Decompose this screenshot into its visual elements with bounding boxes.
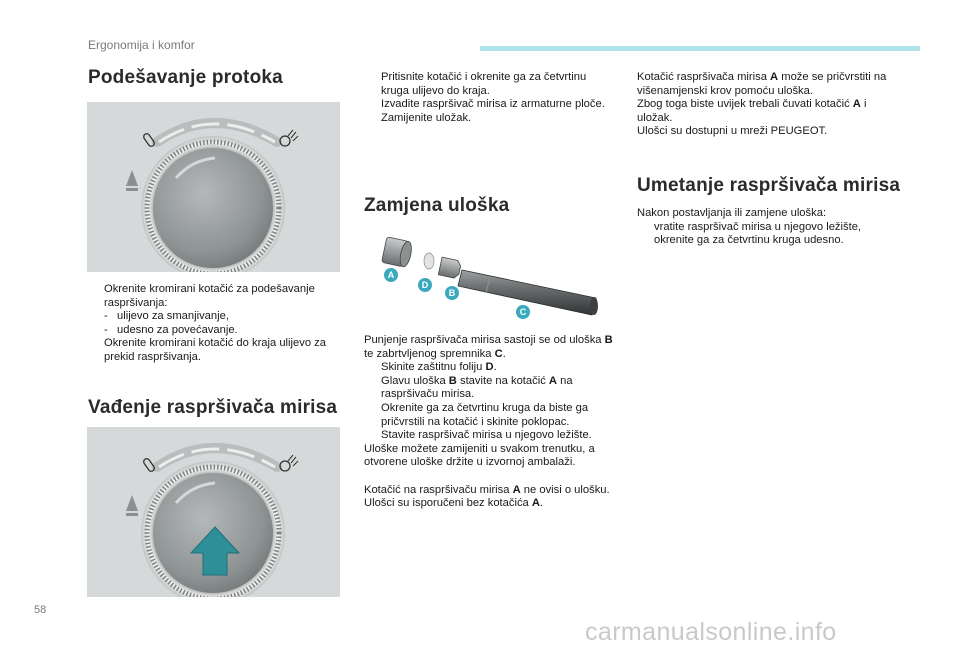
cartridge-instructions xyxy=(364,334,616,511)
list-item: Okrenite kromirani kotačić do kraja ulijevo za prekid raspršivanja. xyxy=(104,337,326,363)
list-item: Pritisnite kotačić i okrenite ga za četvrtinu kruga ulijevo do kraja. xyxy=(381,71,587,97)
list-item: Okrenite ga za četvrtinu kruga da biste ga pričvrstili na kotačić i skinite poklopac. xyxy=(381,401,589,428)
list-item: Zamijenite uložak. xyxy=(381,111,472,124)
storage-note: Uloške možete zamijeniti u svakom trenutku, a otvorene uloške držite u izvornoj ambalaži. xyxy=(364,442,595,469)
dial-info xyxy=(637,71,905,139)
watermark: carmanualsonline.info xyxy=(585,618,837,646)
list-item: vratite raspršivač mirisa u njegovo ležište, xyxy=(654,220,862,233)
insertion-intro: Nakon postavljanja ili zamjene uloška: xyxy=(637,207,827,219)
title-cartridge-replacement: Zamjena uloška xyxy=(364,195,510,216)
intro-paragraph: Punjenje raspršivača mirisa sastoji se od uloška B te zabrtvljenog spremnika C. xyxy=(364,334,613,360)
title-insertion: Umetanje raspršivača mirisa xyxy=(637,175,901,196)
section-header: Ergonomija i komfor xyxy=(88,38,195,52)
list-item: okrenite ga za četvrtinu kruga udesno. xyxy=(654,234,844,247)
section-accent-bar xyxy=(480,46,920,51)
callout-a: A xyxy=(384,268,398,282)
list-item: Stavite raspršivač mirisa u njegovo ležište. xyxy=(381,429,592,442)
availability-paragraph: Ulošci su dostupni u mreži PEUGEOT. xyxy=(637,125,828,138)
list-item: - ulijevo za smanjivanje, xyxy=(104,310,229,323)
cartridge-exploded-diagram xyxy=(370,228,610,323)
list-item: Izvadite raspršivač mirisa iz armaturne ploče. xyxy=(381,98,605,111)
flow-instructions xyxy=(87,283,343,365)
title-flow-adjustment: Podešavanje protoka xyxy=(88,67,283,88)
callout-d: D xyxy=(418,278,432,292)
dial-note: Kotačić na raspršivaču mirisa A ne ovisi o ulošku. Ulošci su isporučeni bez kotačića A. xyxy=(364,483,610,510)
list-item: Okrenite kromirani kotačić za podešavanje raspršivanja: xyxy=(104,283,315,309)
page-number: 58 xyxy=(34,604,47,616)
removal-dial-illustration xyxy=(87,427,340,597)
callout-b: B xyxy=(445,286,459,300)
dial-info-paragraph: Kotačić raspršivača mirisa A može se pričvrstiti na višenamjenski krov pomoću uloška. xyxy=(637,71,887,97)
callout-c: C xyxy=(516,305,530,319)
list-item: - udesno za povećavanje. xyxy=(104,323,238,336)
flow-dial-illustration xyxy=(87,102,340,272)
title-removal: Vađenje raspršivača mirisa xyxy=(88,397,338,418)
insertion-instructions xyxy=(637,207,905,248)
list-item: Glavu uloška B stavite na kotačić A na raspršivaču mirisa. xyxy=(381,374,573,401)
removal-steps xyxy=(364,71,614,125)
dial-keep-paragraph: Zbog toga biste uvijek trebali čuvati kotačić A i uložak. xyxy=(637,98,867,124)
list-item: Skinite zaštitnu foliju D. xyxy=(381,361,497,374)
